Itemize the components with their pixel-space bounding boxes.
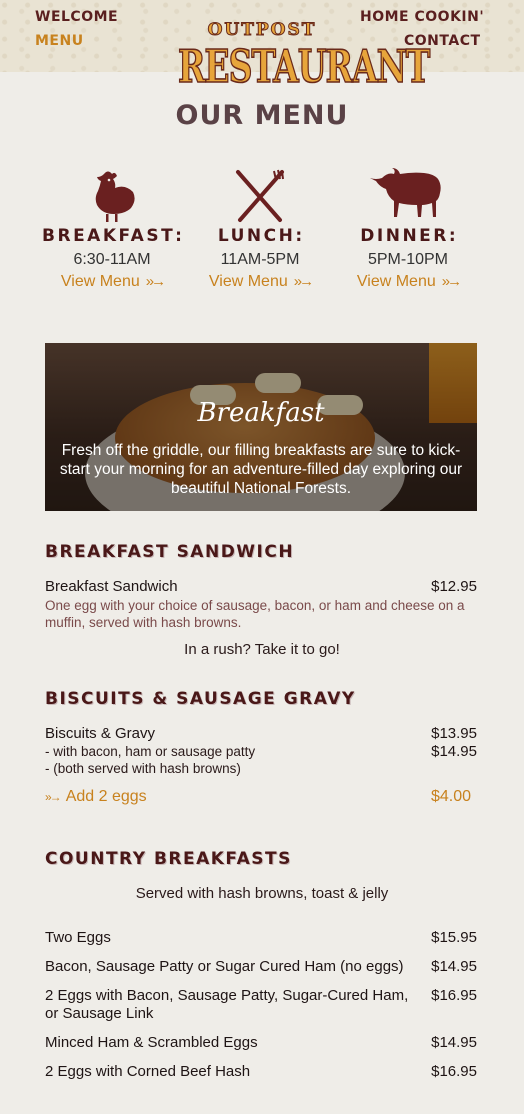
menu-item-name: Bacon, Sausage Patty or Sugar Cured Ham (no eggs): [45, 958, 404, 975]
view-breakfast-menu-link[interactable]: View Menu »→: [60, 273, 164, 290]
addon-price: $4.00: [430, 788, 471, 805]
menu-item: [45, 578, 477, 595]
menu-item: [45, 725, 477, 742]
nav-home-cookin[interactable]: HOME COOKIN': [360, 9, 485, 25]
menu-item-price: $12.95: [431, 578, 477, 595]
menu-item-name: Two Eggs: [45, 929, 111, 946]
menu-item: [45, 1063, 477, 1080]
menu-item-price: $16.95: [431, 987, 477, 1004]
menu-item-price: $13.95: [431, 725, 477, 742]
double-arrow-icon: »→: [441, 273, 460, 290]
country-served-with-note: Served with hash browns, toast & jelly: [135, 885, 389, 902]
double-arrow-icon: »→: [145, 273, 164, 290]
arrow-icon: »→: [45, 790, 60, 804]
menu-item-name: Minced Ham & Scrambled Eggs: [45, 1034, 258, 1051]
page-title: OUR MENU: [175, 100, 349, 131]
double-arrow-icon: »→: [293, 273, 312, 290]
view-lunch-menu-link[interactable]: View Menu »→: [208, 273, 312, 290]
meal-breakfast: [32, 168, 192, 291]
menu-item-description: One egg with your choice of sausage, bacon, or ham and cheese on a muffin, served with hash browns.: [45, 598, 465, 630]
menu-item: [45, 1034, 477, 1051]
meal-hours: 5PM-10PM: [367, 251, 449, 268]
menu-item-price: $14.95: [431, 958, 477, 975]
menu-item: [45, 987, 477, 1023]
logo-main-text: RESTAURANT: [178, 40, 430, 93]
meal-dinner: [328, 168, 488, 291]
restaurant-logo[interactable]: [178, 20, 430, 104]
hero-description: Fresh off the griddle, our filling breakfasts are sure to kick-start your morning for an adventure-filled day exploring our beautiful National Forests.: [59, 442, 463, 497]
section-title-country-breakfasts: COUNTRY BREAKFASTS: [45, 849, 292, 869]
menu-option-price: $14.95: [431, 743, 477, 760]
meal-title: DINNER:: [360, 226, 456, 246]
chicken-icon: [82, 168, 142, 224]
menu-item-name: 2 Eggs with Bacon, Sausage Patty, Sugar-Cured Ham, or Sausage Link: [45, 987, 409, 1022]
menu-item-price: $16.95: [431, 1063, 477, 1080]
menu-item-price: $15.95: [431, 929, 477, 946]
bull-icon: [366, 168, 450, 224]
meal-lunch: [180, 168, 340, 291]
menu-option-text: - (both served with hash browns): [45, 761, 241, 776]
addon-label: Add 2 eggs: [65, 788, 147, 805]
nav-contact[interactable]: CONTACT: [404, 33, 481, 49]
take-to-go-note: In a rush? Take it to go!: [184, 641, 340, 658]
nav-menu[interactable]: MENU: [35, 33, 84, 49]
section-title-biscuits-gravy: BISCUITS & SAUSAGE GRAVY: [45, 689, 356, 709]
meal-hours: 11AM-5PM: [220, 251, 300, 268]
menu-item-name: 2 Eggs with Corned Beef Hash: [45, 1063, 251, 1080]
menu-item-name: Breakfast Sandwich: [45, 578, 178, 595]
menu-item-name: Biscuits & Gravy: [45, 725, 156, 742]
menu-item: [45, 958, 477, 975]
logo-top-text: OUTPOST: [207, 20, 317, 40]
meal-title: BREAKFAST:: [42, 226, 182, 246]
breakfast-hero-banner: [45, 343, 477, 511]
view-dinner-menu-link[interactable]: View Menu »→: [356, 273, 460, 290]
meal-title: LUNCH:: [217, 226, 303, 246]
section-title-breakfast-sandwich: BREAKFAST SANDWICH: [45, 542, 295, 562]
fork-knife-icon: [230, 168, 290, 224]
meal-hours: 6:30-11AM: [73, 251, 151, 268]
menu-item-option: [45, 743, 477, 760]
add-eggs-addon: [45, 788, 471, 806]
hero-title: Breakfast: [197, 398, 325, 428]
menu-item: [45, 929, 477, 946]
menu-option-text: - with bacon, ham or sausage patty: [45, 744, 256, 759]
menu-item-price: $14.95: [431, 1034, 477, 1051]
nav-welcome[interactable]: WELCOME: [35, 9, 119, 25]
